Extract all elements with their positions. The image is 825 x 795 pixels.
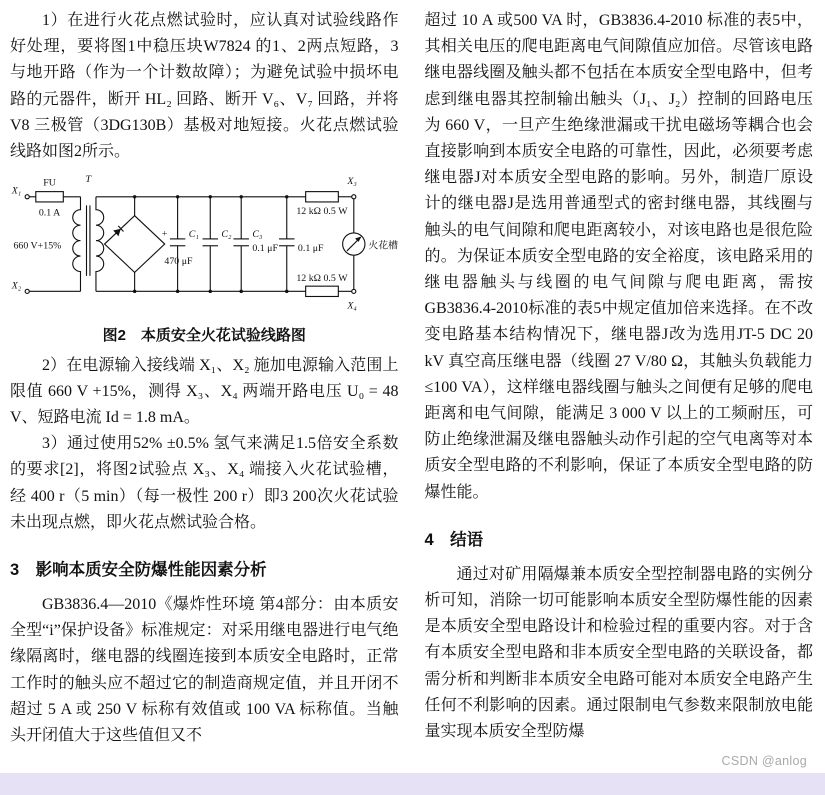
paragraph-conclusion: 通过对矿用隔爆兼本质安全型控制器电路的实例分析可知，消除一切可能影响本质安全型防爆性能的因素是本质安全型电路设计和检验过程的重要内容。对于含有本质安全型电路和非本质安全型电路的关联设备，都需分析和判断非本质安全电路可能对本质安全电路产生任何不利影响的因素。通过限制电气参数来限制放电能量实现本质安全型防爆 xyxy=(424,565,813,741)
capacitor-c3-symbol xyxy=(233,197,248,292)
label-transformer: T xyxy=(85,174,91,186)
label-input-voltage: 660 V+15% xyxy=(13,240,62,252)
paragraph-gb-standard: GB3836.4—2010《爆炸性环境 第4部分：由本质安全型“i”保护设备》标准规定：对采用继电器进行电气绝缘隔离时，继电器的线圈连接到本质安全电路时，正常工作时的触头应不超过它的制造商规定值，并且开闭不超过 5 A 或 250 V 标称有效值或 100 VA 标称值。当触头开闭值大于这些值但又不 xyxy=(10,596,399,745)
resistor-top-symbol xyxy=(306,192,339,202)
paragraph-test-setup: 1）在进行火花点燃试验时，应认真对试验线路作好处理，要将图1中稳压块W7824 的1、2两点短路，3 与地开路（作为一个计数故障）；为避免试验中损坏电路的元器件，断开 HL₂ 回路、断开 V₆、V₇ 回路，并将 V8 三极管（3DG130B）基极对地短接。火花点燃试验线路如图2所示。 xyxy=(10,12,399,161)
label-x1: X₁ xyxy=(11,185,22,197)
label-resistor-top: 12 kΩ 0.5 W xyxy=(296,206,348,218)
section-heading-4: 4 结语 xyxy=(424,530,484,549)
left-column xyxy=(10,8,399,749)
bottom-bar xyxy=(0,773,825,795)
label-c3-value: 0.1 μF xyxy=(252,243,278,255)
capacitor-output-symbol xyxy=(279,197,294,292)
label-fu-rating: 0.1 A xyxy=(38,207,61,219)
csdn-watermark: CSDN @anlog xyxy=(721,754,807,768)
label-fu: FU xyxy=(43,177,56,189)
section-heading-3: 3 影响本质安全防爆性能因素分析 xyxy=(10,561,267,580)
figure-caption: 图2 本质安全火花试验线路图 xyxy=(102,326,306,344)
terminal-x4 xyxy=(352,289,356,293)
terminal-x1 xyxy=(25,195,29,199)
label-plus: + xyxy=(161,228,168,240)
label-x4: X₄ xyxy=(347,300,357,312)
label-x3: X₃ xyxy=(347,176,357,188)
terminal-x2 xyxy=(25,289,29,293)
label-cout-value: 0.1 μF xyxy=(297,243,324,255)
label-c3: C₃ xyxy=(252,229,263,241)
label-spark-gap: 火花槽 xyxy=(368,240,399,252)
capacitor-c2-symbol xyxy=(203,197,218,292)
label-x2: X₂ xyxy=(11,280,22,292)
paragraph-relay-analysis: 超过 10 A 或500 VA 时，GB3836.4-2010 标准的表5中，其相关电压的爬电距离电气间隙值应加倍。尽管该电路继电器线圈及触头都不包括在本质安全型电路中，但考虑到继电器其控制输出触头（J₁、J₂）控制的回路电压为 660 V，一旦产生绝缘泄漏或干扰电磁场等耦合也会直接影响到本质安全电路的可靠性，因此，必须要考虑继电器J对本质安全型电路的影响。另外，制造厂原设计的继电器J是选用普通型式的密封继电器，其线圈与触头的电气间隙和爬电距离较小，对该电路也是很危险的。为保证本质安全型电路的安全裕度，该电路采用的继电器触头与线圈的电气间隙与爬电距离，需按 GB3836.4-2010标准的表5中规定值加倍来选择。在不改变电路基本结构情况下，继电器J改为选用JT-5 DC 20 kV 真空高压继电器（线圈 27 V/80 Ω，其触头负载能力 ≤100 VA），这样继电器线圈与触头之间便有足够的爬电距离和电气间隙，能满足 3 000 V 以上的工频耐压，可防止绝缘泄漏及继电器触头动作引起的空气电离等对本质安全型电路的不利影响，保证了本质安全型电路的防爆性能。 xyxy=(424,12,813,501)
fuse-symbol xyxy=(36,192,64,202)
right-column xyxy=(425,8,814,749)
capacitor-c1-symbol xyxy=(170,197,185,292)
label-c1-value: 470 μF xyxy=(164,256,193,268)
bridge-rectifier-symbol xyxy=(105,216,165,273)
paragraph-measurement: 2）在电源输入接线端 X₁、X₂ 施加电源输入范围上限值 660 V +15%，测得 X₃、X₄ 两端开路电压 U₀ = 48 V、短路电流 Id = 1.8 mA。 xyxy=(10,356,399,427)
resistor-bottom-symbol xyxy=(306,286,339,296)
transformer-primary xyxy=(73,197,81,292)
transformer-secondary xyxy=(96,197,104,292)
terminal-x3 xyxy=(352,195,356,199)
paragraph-spark-test: 3）通过使用52% ±0.5% 氢气来满足1.5倍安全系数的要求[2]，将图2试验点 X₃、X₄ 端接入火花试验槽，经 400 r（5 min）（每一极性 200 r）即3 200次火花试验未出现点燃，即火花点燃试验合格。 xyxy=(10,435,399,531)
figure-circuit xyxy=(10,171,399,344)
label-c2: C₂ xyxy=(221,229,232,241)
circuit-diagram xyxy=(10,171,399,321)
label-resistor-bottom: 12 kΩ 0.5 W xyxy=(296,273,348,285)
label-c1: C₁ xyxy=(188,229,199,241)
